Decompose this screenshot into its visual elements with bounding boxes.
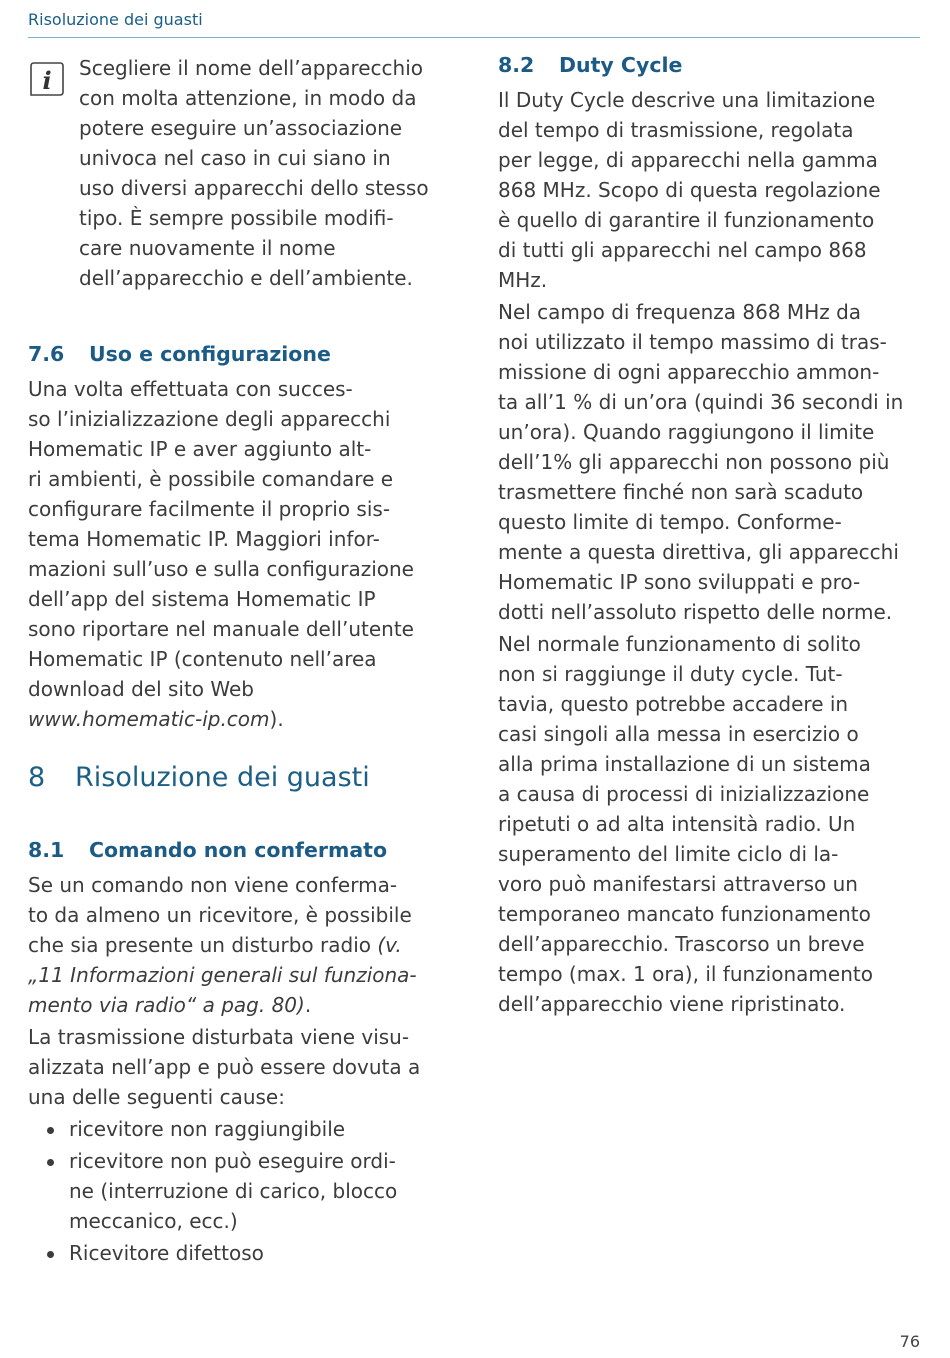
chapter-heading-8 bbox=[28, 758, 458, 798]
section-number: 7.6 bbox=[28, 342, 65, 366]
left-column bbox=[28, 50, 458, 1270]
section-number: 8.1 bbox=[28, 838, 65, 862]
note-text: Scegliere il nome dell’apparecchio con molta attenzione, in modo da potere eseguire un’associazione univoca nel caso in cui siano in uso diversi apparecchi dello stesso tipo. È sempre possibile modifi- care nuovamente il nome dell’apparecchio e dell’ambiente. bbox=[79, 56, 429, 290]
section-title: Comando non confermato bbox=[89, 838, 388, 862]
svg-text:i: i bbox=[42, 66, 52, 95]
list-item-text: ricevitore non può eseguire ordi- ne (interruzione di carico, blocco meccanico, ecc.) bbox=[69, 1149, 398, 1233]
header-divider bbox=[28, 37, 920, 38]
body-text: Se un comando non viene conferma- to da almeno un ricevitore, è possibile che sia presente un disturbo radio bbox=[28, 873, 412, 957]
page-number: 76 bbox=[899, 1332, 920, 1351]
section-title: Uso e configurazione bbox=[89, 342, 331, 366]
bullet-icon bbox=[47, 1127, 54, 1134]
section-8-2-para1: Il Duty Cycle descrive una limitazione del tempo di trasmissione, regolata per legge, di apparecchi nella gamma 868 MHz. Scopo di questa regolazione è quello di garantire il funzionamento di tutti gli apparecchi nel campo 868 MHz. bbox=[498, 88, 881, 292]
cross-reference-link[interactable]: (v. „11 Informazioni generali sul funziona- mento via radio“ a pag. 80) bbox=[28, 933, 417, 1017]
info-icon bbox=[29, 61, 65, 97]
list-item bbox=[28, 1146, 458, 1236]
section-heading-8-2 bbox=[498, 50, 926, 80]
bullet-icon bbox=[47, 1251, 54, 1258]
list-item-text: ricevitore non raggiungibile bbox=[69, 1117, 346, 1141]
section-8-1-para2: La trasmissione disturbata viene visu- alizzata nell’app e può essere dovuta a una delle seguenti cause: bbox=[28, 1025, 421, 1109]
chapter-number: 8 bbox=[28, 762, 46, 793]
section-number: 8.2 bbox=[498, 53, 535, 77]
info-note bbox=[28, 53, 458, 293]
section-8-2-para3: Nel normale funzionamento di solito non si raggiunge il duty cycle. Tut- tavia, questo potrebbe accadere in casi singoli alla messa in esercizio o alla prima installazione di un sistema a causa di processi di inizializzazione ripetuti o ad alta intensità radio. Un superamento del limite ciclo di la- voro può manifestarsi attraverso un temporaneo mancato funzionamento dell’apparecchio. Trascorso un breve tempo (max. 1 ora), il funzionamento dell’apparecchio viene ripristinato. bbox=[498, 632, 873, 1016]
running-header: Risoluzione dei guasti bbox=[28, 10, 203, 29]
list-item bbox=[28, 1114, 458, 1144]
body-text: Una volta effettuata con succes- so l’inizializzazione degli apparecchi Homematic IP e aver aggiunto alt- ri ambienti, è possibile comandare e configurare facilmente il proprio sis- tema Homematic IP. Maggiori infor- mazioni sull’uso e sulla configurazione dell’app del sistema Homematic IP sono riportare nel manuale dell’utente Homematic IP (contenuto nell’area download del sito Web bbox=[28, 377, 414, 701]
body-text-end: . bbox=[304, 993, 312, 1017]
section-8-1-para1 bbox=[28, 870, 458, 1020]
bullet-icon bbox=[47, 1159, 54, 1166]
section-heading-8-1 bbox=[28, 835, 458, 865]
chapter-title: Risoluzione dei guasti bbox=[75, 762, 370, 793]
right-column bbox=[498, 50, 926, 1019]
section-7-6-body bbox=[28, 374, 458, 734]
list-item bbox=[28, 1238, 458, 1268]
list-item-text: Ricevitore difettoso bbox=[69, 1241, 264, 1265]
causes-list bbox=[28, 1114, 458, 1268]
body-text-end: ). bbox=[269, 707, 284, 731]
website-link[interactable]: www.homematic-ip.com bbox=[28, 707, 270, 731]
section-title: Duty Cycle bbox=[559, 53, 683, 77]
section-heading-7-6 bbox=[28, 339, 458, 369]
section-8-2-para2: Nel campo di frequenza 868 MHz da noi utilizzato il tempo massimo di tras- missione di ogni apparecchio ammon- ta all’1 % di un’ora (quindi 36 secondi in un’ora). Quando raggiungono il limite dell’1% gli apparecchi non possono più trasmettere finché non sarà scaduto questo limite di tempo. Conforme- mente a questa direttiva, gli apparecchi Homematic IP sono sviluppati e pro- dotti nell’assoluto rispetto delle norme. bbox=[498, 300, 904, 624]
